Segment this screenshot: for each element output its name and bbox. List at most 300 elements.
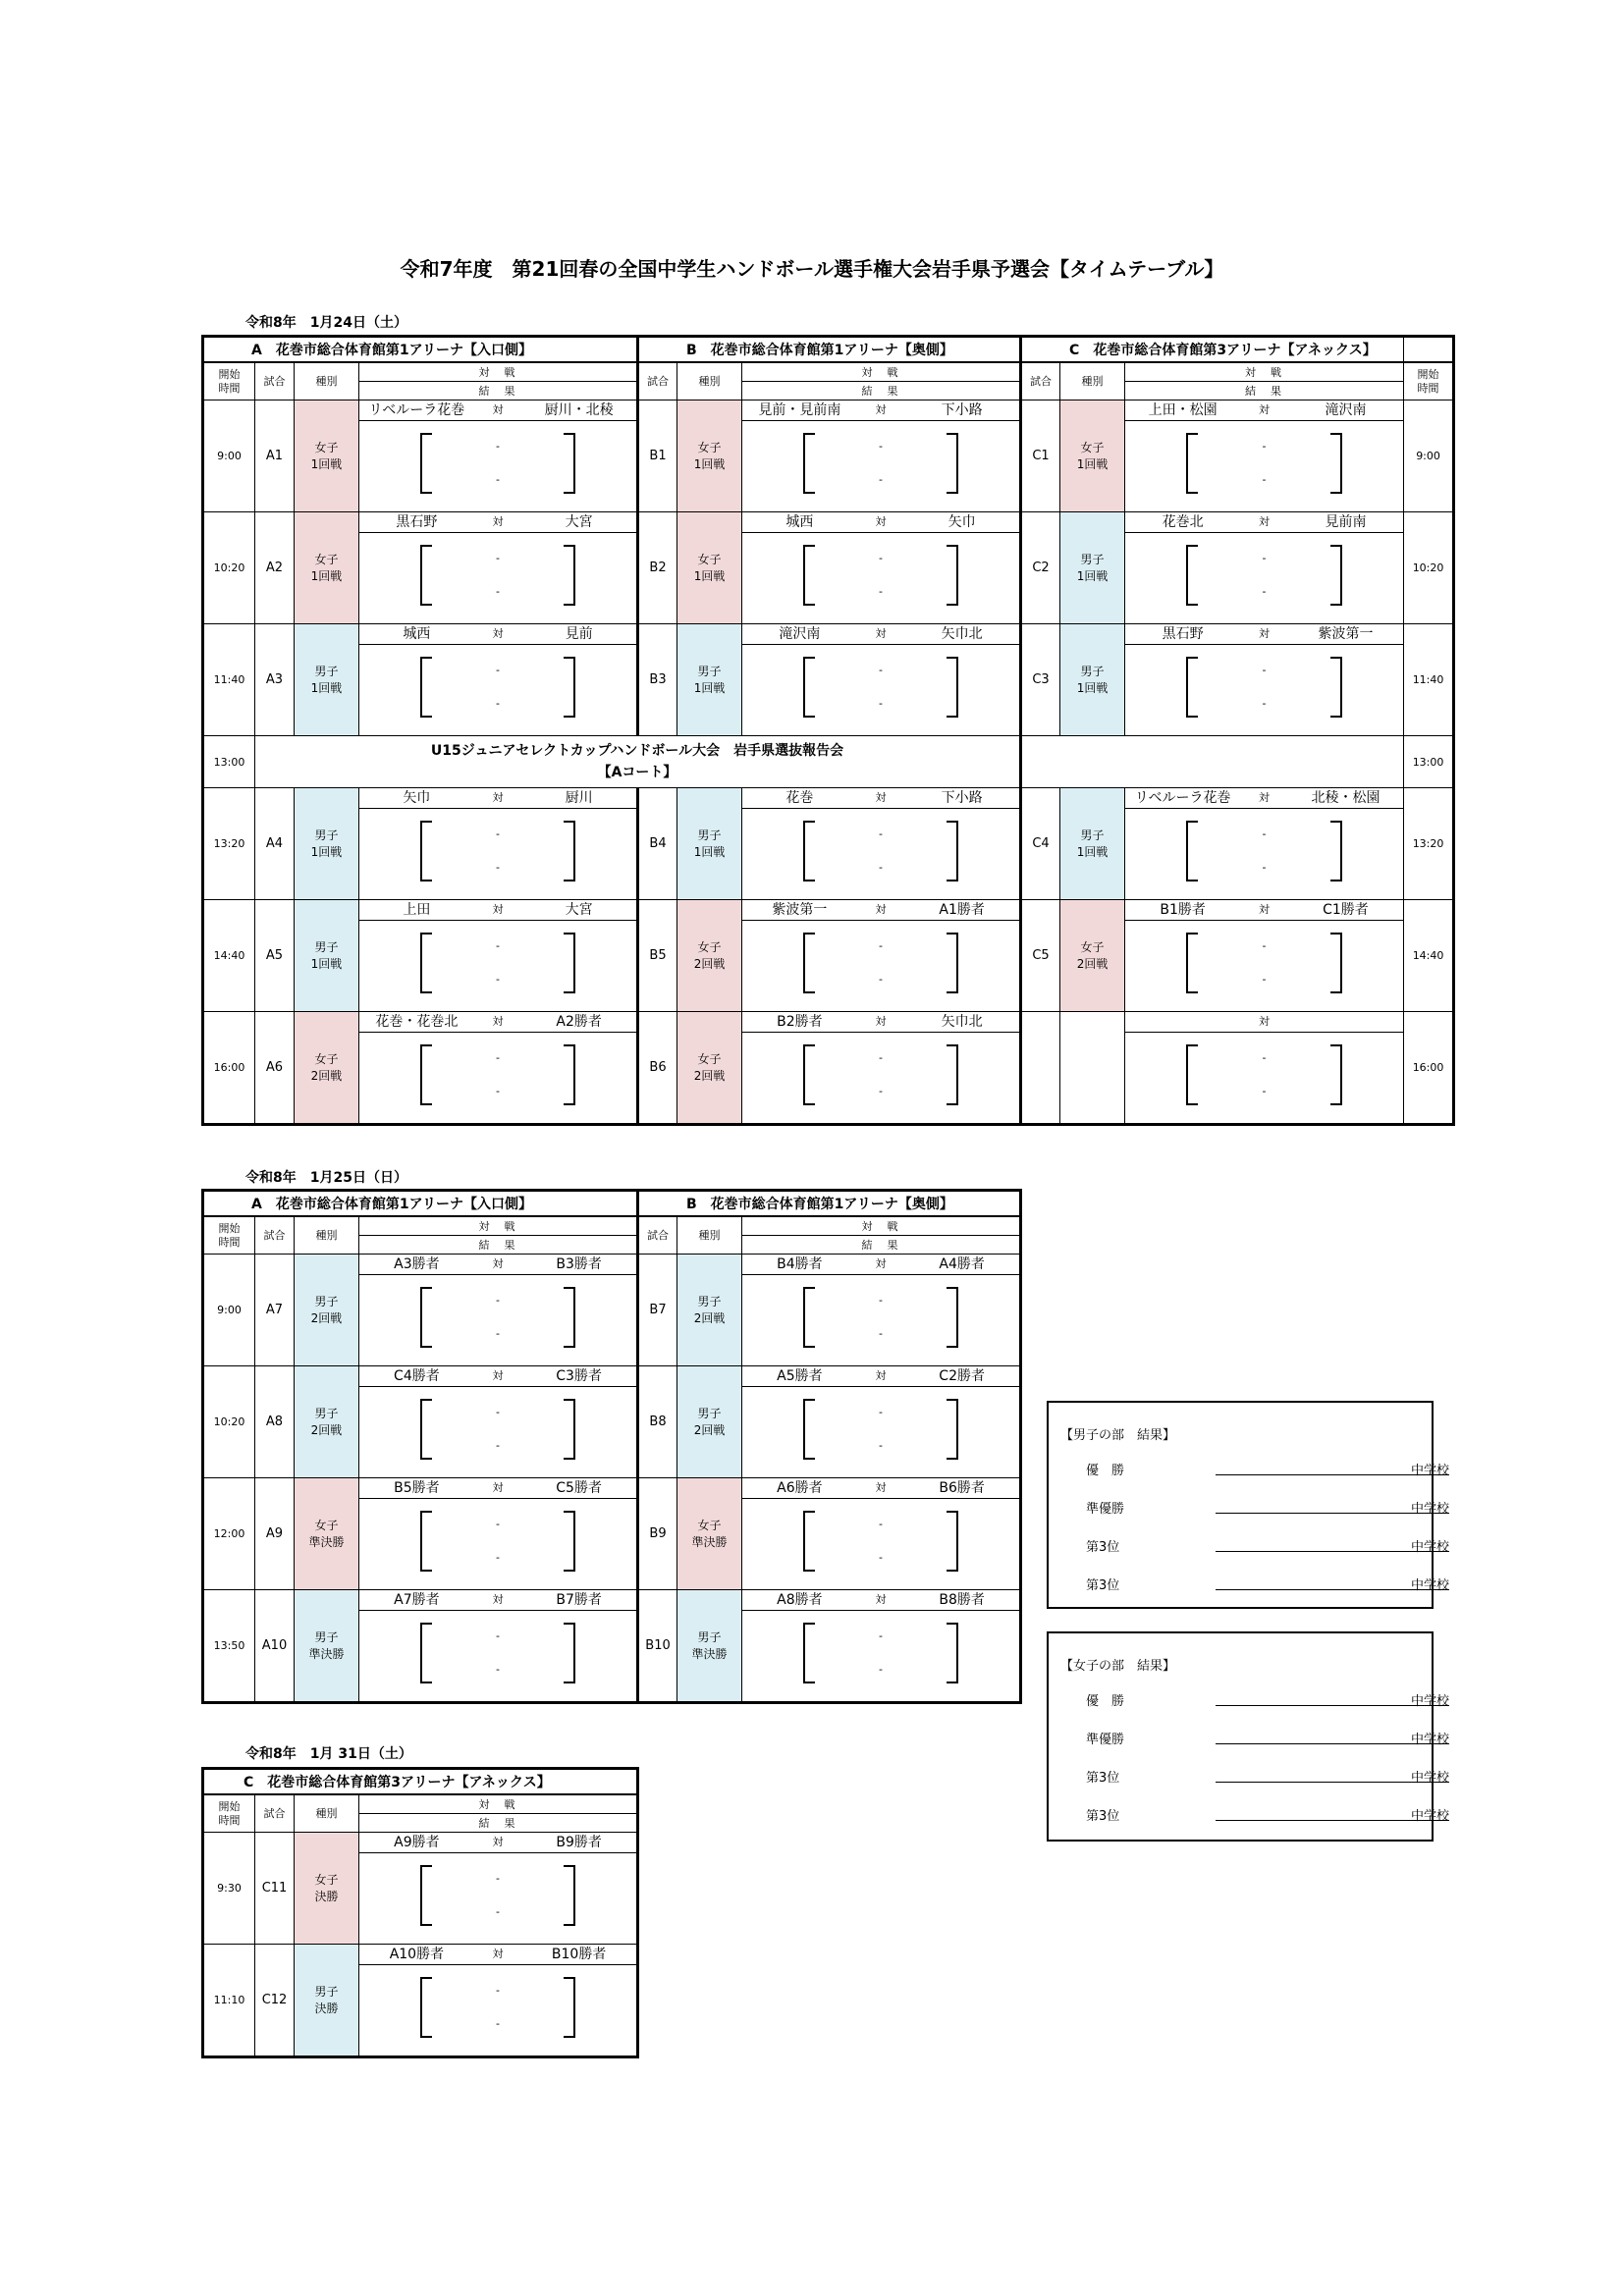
category-header: 種別 <box>1060 362 1125 400</box>
venue-header-c: C 花巻市総合体育館第3アリーナ【アネックス】 <box>1021 337 1404 363</box>
game-b-vs: 対 <box>875 1257 887 1270</box>
game-c-teams <box>1125 788 1403 809</box>
game-b-match <box>742 624 1021 736</box>
event-time-right: 13:00 <box>1404 736 1454 788</box>
match-header: 対 戦 <box>742 362 1021 382</box>
game-a: A8 <box>255 1366 295 1478</box>
game-b: B9 <box>638 1478 677 1590</box>
game-c-score1: - <box>1262 664 1267 676</box>
game-a-score2: - <box>496 1551 500 1564</box>
boys-place-label: 優 勝 <box>1086 1464 1125 1478</box>
game-b-team1: B2勝者 <box>777 1014 823 1030</box>
game-c-result <box>1125 809 1403 899</box>
girls-place-row <box>1086 1805 1449 1824</box>
game-c-score2: - <box>1262 861 1267 874</box>
girls-place-row <box>1086 1690 1449 1709</box>
game-a-team2: 厨川・北稜 <box>544 402 614 418</box>
game-c-score2: - <box>496 1905 500 1918</box>
game-a-score1: - <box>496 1051 500 1064</box>
game-a-result <box>359 533 636 623</box>
game-c-team2: 滝沢南 <box>1325 402 1367 418</box>
column-header-row <box>203 1794 638 1814</box>
game-a-vs: 対 <box>492 1369 504 1382</box>
game-b-score2: - <box>879 585 884 598</box>
game-c-team1: A9勝者 <box>394 1835 440 1850</box>
day2-timetable <box>201 1189 1022 1704</box>
game-c-category: 男子 1回戦 <box>1060 512 1125 624</box>
game-a-teams <box>359 1012 636 1033</box>
game-a-result <box>359 1499 636 1589</box>
category-header: 種別 <box>295 1216 359 1255</box>
game-b-team1: A6勝者 <box>777 1480 823 1496</box>
game-b-teams <box>742 400 1019 421</box>
game-a-teams <box>359 1366 636 1387</box>
game-a-vs: 対 <box>492 903 504 916</box>
game-a-team2: 大宮 <box>565 514 593 530</box>
result-header: 結 果 <box>1125 382 1404 400</box>
game-b-score1: - <box>879 1629 884 1642</box>
game-a-result <box>359 809 636 899</box>
start-time-right: 10:20 <box>1404 512 1454 624</box>
game-a-team1: B5勝者 <box>394 1480 440 1496</box>
game-b-result <box>742 1499 1019 1589</box>
game-a-category: 女子 1回戦 <box>295 400 359 512</box>
game-c-score1: - <box>1262 1051 1267 1064</box>
game-c-category: 女子 1回戦 <box>1060 400 1125 512</box>
match-row <box>203 400 1454 512</box>
game-a-score2: - <box>496 861 500 874</box>
girls-place-suffix: 中学校 <box>1410 1809 1449 1824</box>
game-a-category: 男子 1回戦 <box>295 900 359 1012</box>
game-a-teams <box>359 1590 636 1611</box>
game-c-result <box>359 1853 636 1944</box>
game-header: 試合 <box>255 1216 295 1255</box>
game-a-match <box>359 1478 638 1590</box>
game-a-score1: - <box>496 664 500 676</box>
game-b-result <box>742 533 1019 623</box>
game-c-team1: 黒石野 <box>1162 626 1204 642</box>
game-a-teams <box>359 900 636 921</box>
game-b-match <box>742 1012 1021 1125</box>
game-a-score1: - <box>496 1518 500 1530</box>
game-a-category: 男子 2回戦 <box>295 1366 359 1478</box>
game-b-team2: 下小路 <box>941 402 983 418</box>
start-time: 11:40 <box>203 624 255 736</box>
game-c-team2: 紫波第一 <box>1318 626 1374 642</box>
game-c-teams <box>359 1833 636 1853</box>
game-c-result <box>1125 1033 1403 1123</box>
game-a-result <box>359 1611 636 1701</box>
game-b-vs: 対 <box>875 1593 887 1606</box>
game-c: C3 <box>1021 624 1060 736</box>
game-a-result <box>359 1275 636 1365</box>
game-b-vs: 対 <box>875 791 887 804</box>
game-a-score2: - <box>496 1663 500 1676</box>
girls-place-label: 優 勝 <box>1086 1694 1125 1709</box>
game-b-teams <box>742 1366 1019 1387</box>
girls-results-heading: 【女子の部 結果】 <box>1060 1659 1176 1674</box>
game-c-score1: - <box>496 1984 500 1997</box>
game-c-score2: - <box>1262 1085 1267 1097</box>
game-header: 試合 <box>638 1216 677 1255</box>
result-header: 結 果 <box>359 1814 638 1833</box>
game-b-team2: 矢巾北 <box>941 626 983 642</box>
game-c-teams <box>359 1945 636 1965</box>
venue-header-b: B 花巻市総合体育館第1アリーナ【奥側】 <box>638 1191 1021 1217</box>
game-b-category: 男子 2回戦 <box>677 1366 742 1478</box>
game-a-team2: 厨川 <box>565 790 593 806</box>
girls-place-label: 第3位 <box>1086 1771 1120 1786</box>
game-b-team2: 矢巾 <box>947 514 976 530</box>
game-a: A6 <box>255 1012 295 1125</box>
game-c: C4 <box>1021 788 1060 900</box>
start-time: 13:50 <box>203 1590 255 1703</box>
game-a-match <box>359 1012 638 1125</box>
game-a-score2: - <box>496 973 500 986</box>
game-b-teams <box>742 512 1019 533</box>
game-c: C1 <box>1021 400 1060 512</box>
game-a-vs: 対 <box>492 627 504 640</box>
game-b-vs: 対 <box>875 627 887 640</box>
game-c-score1: - <box>1262 552 1267 564</box>
game-a-team2: B7勝者 <box>556 1592 602 1608</box>
game-a-result <box>359 645 636 735</box>
match-row <box>203 1366 1021 1478</box>
game-c-match <box>359 1945 638 2057</box>
game-b-score2: - <box>879 1327 884 1340</box>
game-c-team1: 花巻北 <box>1162 514 1204 530</box>
game-b-teams <box>742 1478 1019 1499</box>
game-b-team2: A1勝者 <box>939 902 985 918</box>
game-c-teams <box>1125 400 1403 421</box>
match-row <box>203 1945 638 2057</box>
game-b-score2: - <box>879 1439 884 1452</box>
game-b-team2: C2勝者 <box>939 1368 985 1384</box>
game-c-result <box>1125 645 1403 735</box>
game-c-category: 男子 決勝 <box>295 1945 359 2057</box>
start-time-header: 開始 時間 <box>203 362 255 400</box>
boys-place-suffix: 中学校 <box>1410 1578 1449 1593</box>
game-b-match <box>742 1366 1021 1478</box>
game-b-result <box>742 921 1019 1011</box>
game-b-category: 男子 準決勝 <box>677 1590 742 1703</box>
game-b-category: 男子 2回戦 <box>677 1255 742 1366</box>
match-row <box>203 512 1454 624</box>
game-c-score2: - <box>496 2017 500 2030</box>
venue-header-c: C 花巻市総合体育館第3アリーナ【アネックス】 <box>203 1769 638 1795</box>
game-b-match <box>742 512 1021 624</box>
start-time-right: 13:20 <box>1404 788 1454 900</box>
start-time-right: 14:40 <box>1404 900 1454 1012</box>
game-a-score2: - <box>496 473 500 486</box>
game-b-match <box>742 1590 1021 1703</box>
game-a-score2: - <box>496 1327 500 1340</box>
game-b-score1: - <box>879 552 884 564</box>
game-b-score2: - <box>879 473 884 486</box>
game-c-score2: - <box>1262 973 1267 986</box>
game-b: B10 <box>638 1590 677 1703</box>
game-c-team2: C1勝者 <box>1323 902 1369 918</box>
game-a-vs: 対 <box>492 403 504 416</box>
game-b-teams <box>742 1012 1019 1033</box>
game-c: C12 <box>255 1945 295 2057</box>
game-c-team1: 上田・松園 <box>1148 402 1218 418</box>
result-header: 結 果 <box>742 1236 1021 1255</box>
game-c: C5 <box>1021 900 1060 1012</box>
venue-header-b: B 花巻市総合体育館第1アリーナ【奥側】 <box>638 337 1021 363</box>
game-a-match <box>359 624 638 736</box>
event-row <box>203 736 1454 788</box>
column-header-row <box>203 362 1454 382</box>
game-b-category: 女子 2回戦 <box>677 1012 742 1125</box>
day3-date: 令和8年 1月 31日（土） <box>245 1746 412 1762</box>
game-c-teams <box>1125 900 1403 921</box>
game-b-team1: A8勝者 <box>777 1592 823 1608</box>
game-c-team2: 見前南 <box>1325 514 1367 530</box>
game-header: 試合 <box>1021 362 1060 400</box>
start-time: 12:00 <box>203 1478 255 1590</box>
game-c-score1: - <box>496 1872 500 1885</box>
game-a-score1: - <box>496 828 500 840</box>
game-a-teams <box>359 1478 636 1499</box>
game-b-vs: 対 <box>875 903 887 916</box>
game-b-team2: B8勝者 <box>939 1592 985 1608</box>
result-header: 結 果 <box>359 382 638 400</box>
game-c-result <box>1125 921 1403 1011</box>
match-row <box>203 1255 1021 1366</box>
game-b-score2: - <box>879 973 884 986</box>
game-c <box>1021 1012 1060 1125</box>
game-c-score1: - <box>1262 939 1267 952</box>
venue-row <box>203 1769 638 1795</box>
event-description: U15ジュニアセレクトカップハンドボール大会 岩手県選抜報告会 【Aコート】 <box>255 736 1021 788</box>
game-b-team2: 下小路 <box>941 790 983 806</box>
game-a-teams <box>359 624 636 645</box>
game-c-match <box>1125 1012 1404 1125</box>
game-a-team2: 大宮 <box>565 902 593 918</box>
venue-row <box>203 337 1454 363</box>
game-c-vs: 対 <box>1259 903 1271 916</box>
game-a-score1: - <box>496 1629 500 1642</box>
game-c-teams <box>1125 624 1403 645</box>
match-row <box>203 1012 1454 1125</box>
game-b-vs: 対 <box>875 515 887 528</box>
game-b-score1: - <box>879 440 884 453</box>
game-a-result <box>359 1387 636 1477</box>
game-c-category: 男子 1回戦 <box>1060 788 1125 900</box>
game-a-result <box>359 421 636 511</box>
game-b-score1: - <box>879 939 884 952</box>
game-c-score2: - <box>1262 585 1267 598</box>
result-header: 結 果 <box>359 1236 638 1255</box>
boys-place-row <box>1086 1498 1449 1517</box>
game-c-match <box>1125 900 1404 1012</box>
girls-results-box <box>1047 1631 1449 1842</box>
game-a-score2: - <box>496 697 500 710</box>
game-b-result <box>742 1611 1019 1701</box>
game-a: A4 <box>255 788 295 900</box>
game-c-teams <box>1125 512 1403 533</box>
girls-place-row <box>1086 1767 1449 1786</box>
game-b-result <box>742 1275 1019 1365</box>
game-a-team2: A2勝者 <box>556 1014 602 1030</box>
day2-date: 令和8年 1月25日（日） <box>245 1170 407 1186</box>
boys-place-suffix: 中学校 <box>1410 1464 1449 1478</box>
game-b-vs: 対 <box>875 1481 887 1494</box>
game-c-team2: 北稜・松園 <box>1311 790 1380 806</box>
game-c: C11 <box>255 1833 295 1945</box>
match-row <box>203 900 1454 1012</box>
game-b-teams <box>742 900 1019 921</box>
game-c-match <box>1125 788 1404 900</box>
game-b: B1 <box>638 400 677 512</box>
game-a-match <box>359 1366 638 1478</box>
start-time: 11:10 <box>203 1945 255 2057</box>
game-c-result <box>1125 421 1403 511</box>
game-a-team2: C5勝者 <box>556 1480 602 1496</box>
girls-place-suffix: 中学校 <box>1410 1771 1449 1786</box>
game-c-result <box>1125 533 1403 623</box>
game-b-match <box>742 788 1021 900</box>
game-c-team2: B9勝者 <box>556 1835 602 1850</box>
game-a-team1: 花巻・花巻北 <box>375 1014 459 1030</box>
game-b-team2: A4勝者 <box>939 1256 985 1272</box>
game-a: A10 <box>255 1590 295 1703</box>
game-a-score1: - <box>496 440 500 453</box>
start-time-header: 開始 時間 <box>203 1794 255 1833</box>
boys-place-suffix: 中学校 <box>1410 1540 1449 1555</box>
game-c-match <box>1125 624 1404 736</box>
game-a-match <box>359 1590 638 1703</box>
game-c-vs: 対 <box>492 1836 504 1848</box>
game-a-match <box>359 512 638 624</box>
game-b-team1: 花巻 <box>785 790 814 806</box>
game-a-team2: B3勝者 <box>556 1256 602 1272</box>
game-b: B6 <box>638 1012 677 1125</box>
game-b-team1: A5勝者 <box>777 1368 823 1384</box>
venue-header-a: A 花巻市総合体育館第1アリーナ【入口側】 <box>203 337 638 363</box>
game-a-team1: 上田 <box>403 902 431 918</box>
game-b-teams <box>742 788 1019 809</box>
game-c-score1: - <box>1262 828 1267 840</box>
girls-place-label: 第3位 <box>1086 1809 1120 1824</box>
game-c-vs: 対 <box>492 1948 504 1960</box>
start-time-right: 16:00 <box>1404 1012 1454 1125</box>
game-a: A3 <box>255 624 295 736</box>
venue-row <box>203 1191 1021 1217</box>
girls-place-suffix: 中学校 <box>1410 1733 1449 1747</box>
game-c-category <box>1060 1012 1125 1125</box>
game-b-team2: 矢巾北 <box>941 1014 983 1030</box>
game-b-team2: B6勝者 <box>939 1480 985 1496</box>
event-blank <box>1021 736 1404 788</box>
game-a-result <box>359 1033 636 1123</box>
game-c-vs: 対 <box>1259 627 1271 640</box>
start-time: 14:40 <box>203 900 255 1012</box>
category-header: 種別 <box>295 1794 359 1833</box>
category-header: 種別 <box>677 1216 742 1255</box>
game-a: A1 <box>255 400 295 512</box>
game-b-score1: - <box>879 1518 884 1530</box>
game-a: A2 <box>255 512 295 624</box>
game-a-vs: 対 <box>492 1593 504 1606</box>
game-b-result <box>742 1387 1019 1477</box>
game-b-team1: 滝沢南 <box>779 626 821 642</box>
category-header: 種別 <box>677 362 742 400</box>
game-b: B4 <box>638 788 677 900</box>
game-a-team1: C4勝者 <box>394 1368 440 1384</box>
match-row <box>203 1590 1021 1703</box>
start-time: 9:30 <box>203 1833 255 1945</box>
game-b-result <box>742 645 1019 735</box>
game-a-category: 男子 1回戦 <box>295 624 359 736</box>
game-b-match <box>742 1255 1021 1366</box>
boys-place-row <box>1086 1575 1449 1593</box>
game-c-team1: B1勝者 <box>1160 902 1206 918</box>
column-header-row <box>203 1216 1021 1236</box>
game-a: A5 <box>255 900 295 1012</box>
game-b-vs: 対 <box>875 403 887 416</box>
game-b-score2: - <box>879 1551 884 1564</box>
game-b: B2 <box>638 512 677 624</box>
game-a-match <box>359 900 638 1012</box>
match-row <box>203 1833 638 1945</box>
game-b-score1: - <box>879 1406 884 1418</box>
day3-timetable <box>201 1767 639 2058</box>
game-c-vs: 対 <box>1259 403 1271 416</box>
game-b-teams <box>742 1590 1019 1611</box>
game-a-category: 女子 2回戦 <box>295 1012 359 1125</box>
game-c-vs: 対 <box>1259 791 1271 804</box>
boys-place-label: 第3位 <box>1086 1540 1120 1555</box>
game-b-category: 女子 1回戦 <box>677 512 742 624</box>
game-a-match <box>359 788 638 900</box>
game-b-teams <box>742 624 1019 645</box>
match-row <box>203 788 1454 900</box>
game-c-team2: B10勝者 <box>551 1947 607 1962</box>
game-header: 試合 <box>255 1794 295 1833</box>
game-b-score1: - <box>879 828 884 840</box>
start-time: 9:00 <box>203 400 255 512</box>
game-a: A7 <box>255 1255 295 1366</box>
game-b-teams <box>742 1255 1019 1275</box>
boys-place-label: 準優勝 <box>1086 1502 1125 1517</box>
game-b-score1: - <box>879 1294 884 1307</box>
game-a-team2: 見前 <box>565 626 593 642</box>
boys-results-heading: 【男子の部 結果】 <box>1060 1428 1176 1443</box>
game-b-match <box>742 400 1021 512</box>
game-b-category: 男子 1回戦 <box>677 788 742 900</box>
game-a-vs: 対 <box>492 1257 504 1270</box>
start-time-right: 9:00 <box>1404 400 1454 512</box>
game-b-score2: - <box>879 1663 884 1676</box>
game-a-score1: - <box>496 1406 500 1418</box>
game-a-team1: 城西 <box>403 626 431 642</box>
game-a-category: 男子 1回戦 <box>295 788 359 900</box>
game-a-category: 女子 準決勝 <box>295 1478 359 1590</box>
game-b-team1: B4勝者 <box>777 1256 823 1272</box>
game-a-team1: A7勝者 <box>394 1592 440 1608</box>
start-time-header-right: 開始 時間 <box>1404 362 1454 400</box>
game-c: C2 <box>1021 512 1060 624</box>
category-header: 種別 <box>295 362 359 400</box>
page-title: 令和7年度 第21回春の全国中学生ハンドボール選手権大会岩手県予選会【タイムテーブル】 <box>400 257 1224 281</box>
game-b-team1: 紫波第一 <box>772 902 828 918</box>
game-c-match <box>1125 512 1404 624</box>
game-a-score2: - <box>496 1085 500 1097</box>
day1-date: 令和8年 1月24日（土） <box>245 315 407 331</box>
game-b: B3 <box>638 624 677 736</box>
